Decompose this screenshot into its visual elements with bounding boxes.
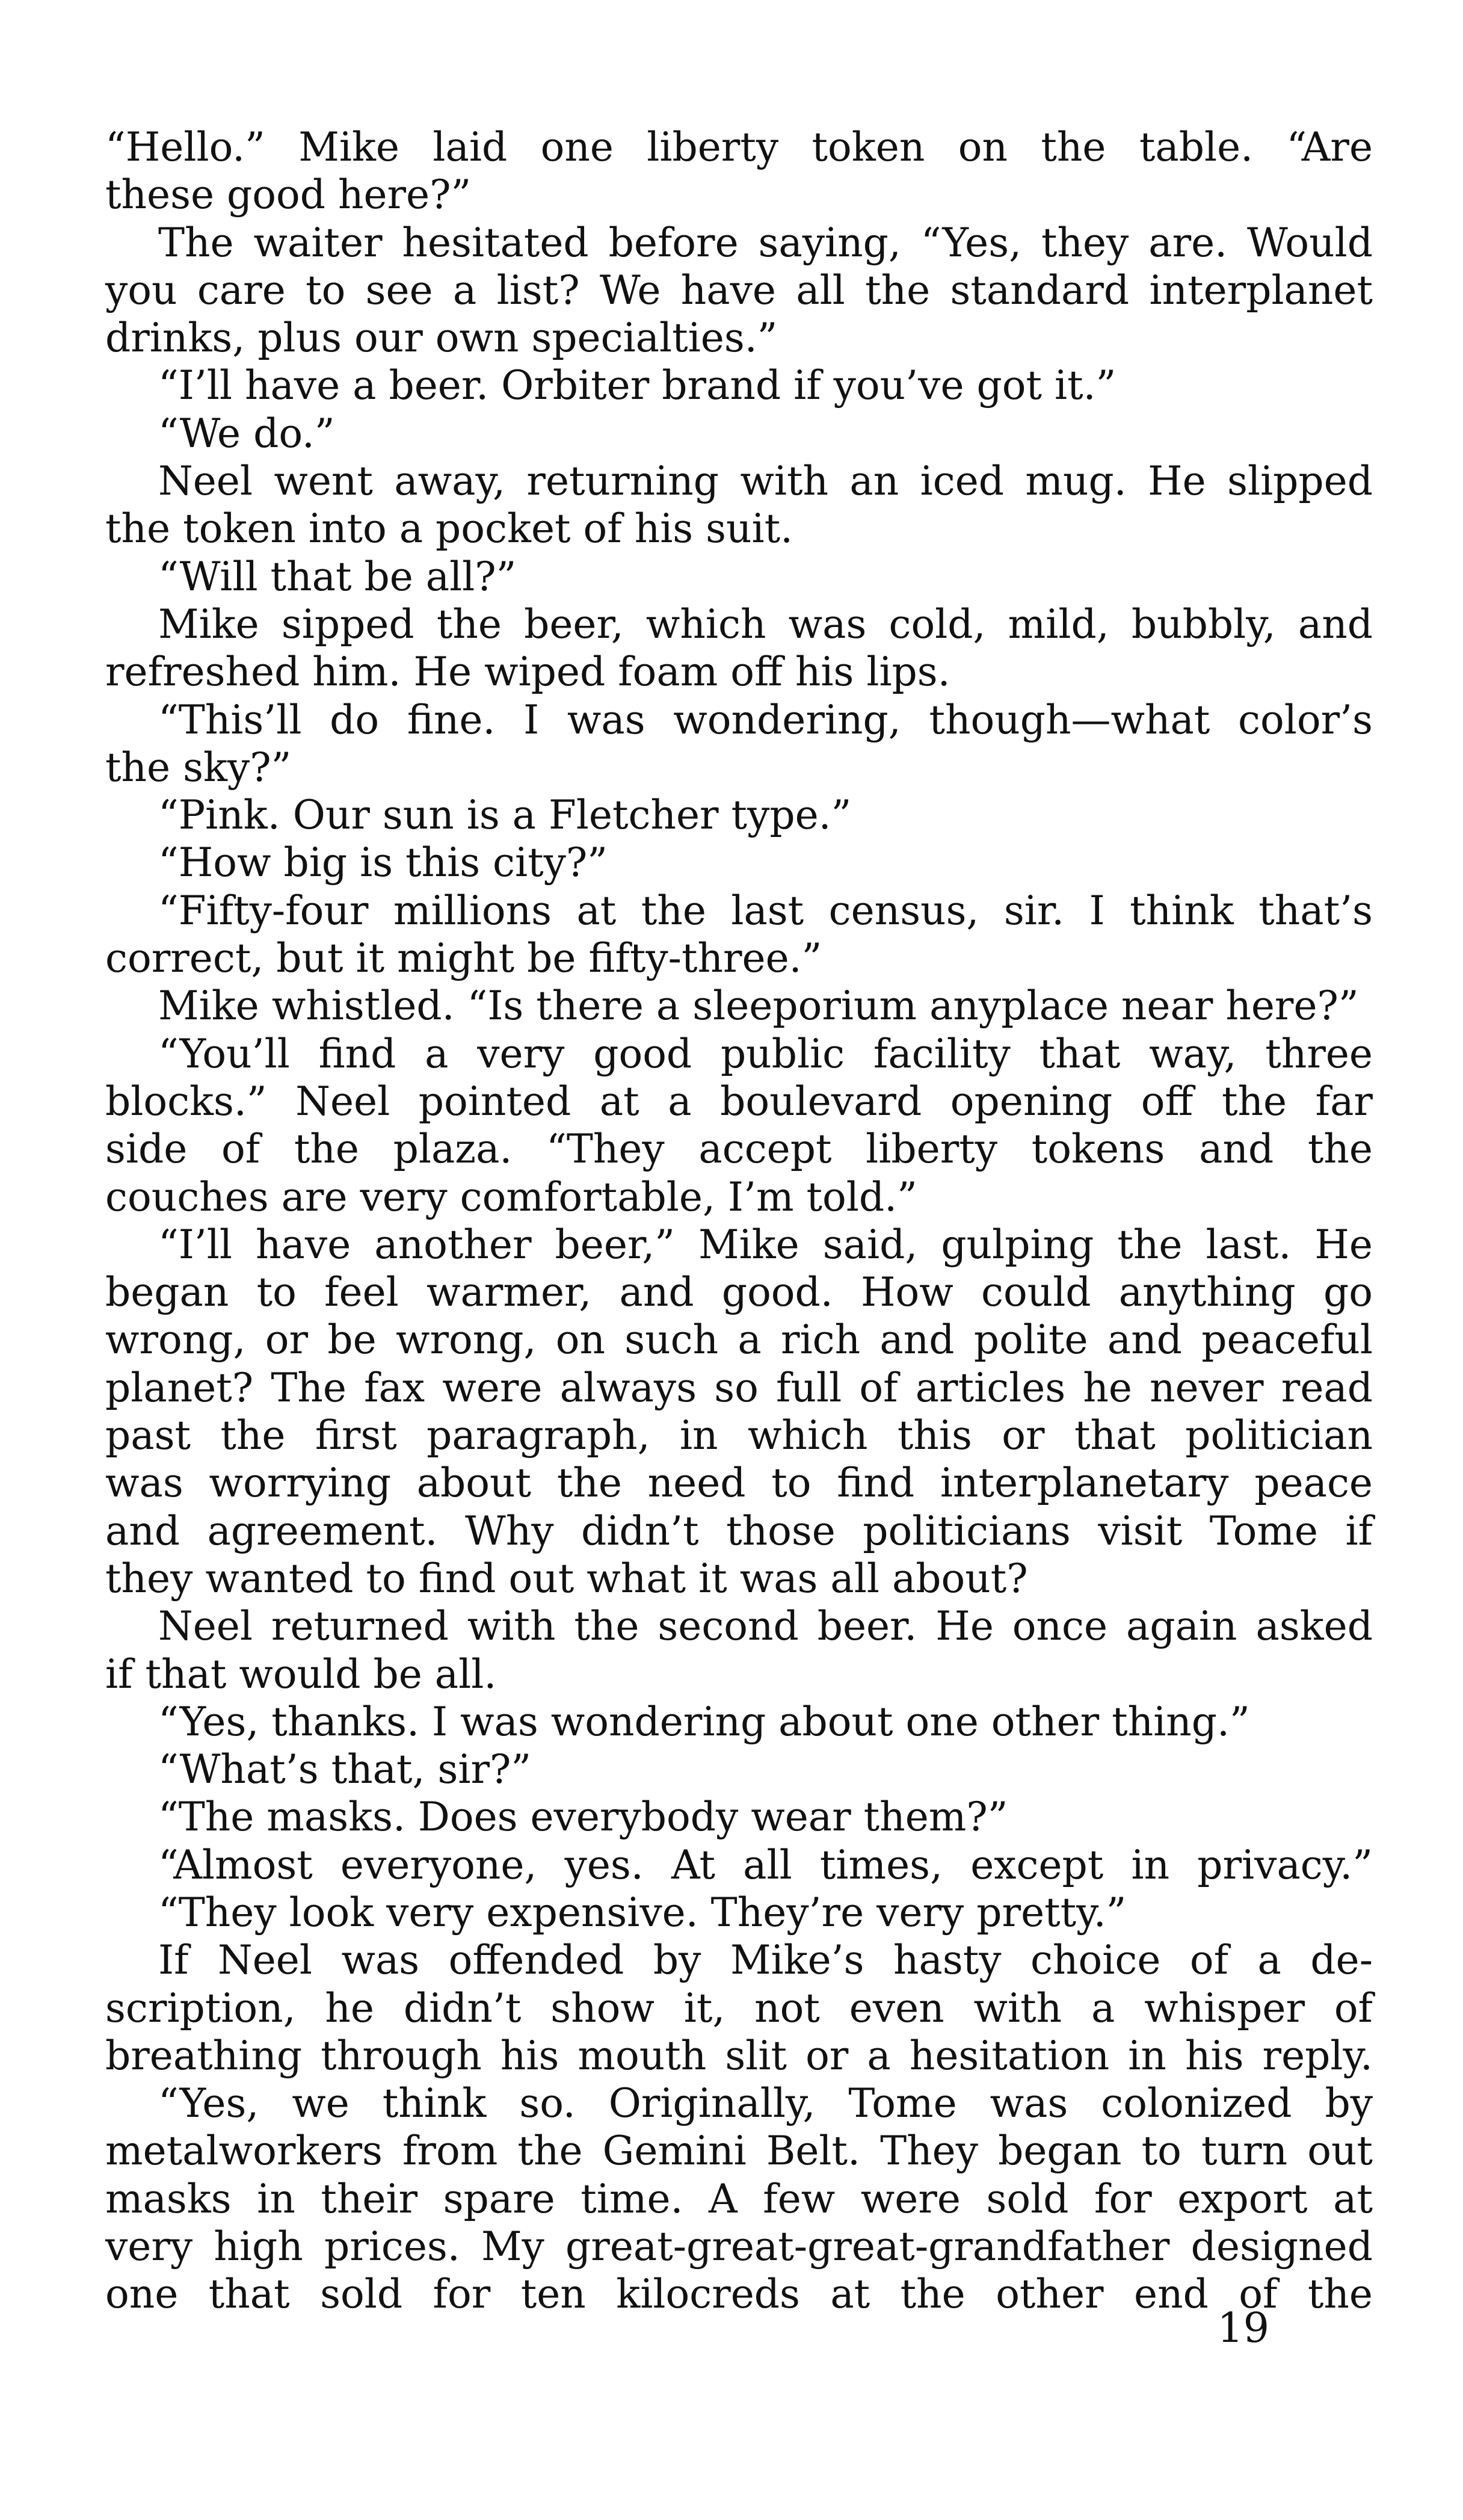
text-line: began to feel warmer, and good. How could anything go [105, 1269, 1373, 1316]
text-line: side of the plaza. “They accept liberty tokens and the [105, 1126, 1373, 1173]
text-line: Neel returned with the second beer. He once again asked [158, 1603, 1373, 1650]
text-line: planet? The fax were always so full of articles he never read [105, 1364, 1373, 1411]
text-line: Mike whistled. “Is there a sleeporium anyplace near here?” [158, 983, 1359, 1030]
text-line: “Yes, we think so. Originally, Tome was colonized by [158, 2080, 1373, 2127]
text-line: you care to see a list? We have all the standard interplanet [105, 267, 1373, 313]
text-line: The waiter hesitated before saying, “Yes, they are. Would [158, 219, 1373, 266]
text-line: “You’ll find a very good public facility that way, three [158, 1030, 1373, 1077]
text-line: they wanted to find out what it was all about? [105, 1555, 1028, 1602]
text-line: “Fifty-four millions at the last census, sir. I think that’s [158, 887, 1373, 934]
text-line: blocks.” Neel pointed at a boulevard opening off the far [105, 1078, 1373, 1125]
text-line: “Will that be all?” [158, 553, 517, 600]
text-line: If Neel was offended by Mike’s hasty choice of a de- [158, 1937, 1373, 1984]
text-line: Mike sipped the beer, which was cold, mild, bubbly, and [158, 601, 1373, 647]
text-line: was worrying about the need to find interplanetary peace [105, 1460, 1373, 1507]
text-line: masks in their spare time. A few were sold for export at [105, 2175, 1373, 2222]
text-line: one that sold for ten kilocreds at the other end of the [105, 2271, 1373, 2318]
text-line: couches are very comfortable, I’m told.” [105, 1173, 917, 1220]
text-line: wrong, or be wrong, on such a rich and polite and peaceful [105, 1317, 1373, 1363]
body-text [105, 123, 1373, 2318]
text-line: drinks, plus our own specialties.” [105, 315, 778, 362]
page-number: 19 [1217, 2305, 1269, 2352]
text-line: correct, but it might be fifty-three.” [105, 935, 822, 982]
text-line: “This’ll do fine. I was wondering, though—what color’s [158, 696, 1373, 743]
text-line: metalworkers from the Gemini Belt. They began to turn out [105, 2128, 1373, 2175]
text-line: “They look very expensive. They’re very pretty.” [158, 1889, 1127, 1936]
text-line: “I’ll have a beer. Orbiter brand if you’ve got it.” [158, 362, 1116, 409]
text-line: “The masks. Does everybody wear them?” [158, 1794, 1008, 1841]
text-line: “Hello.” Mike laid one liberty token on the table. “Are [105, 124, 1373, 170]
text-line: refreshed him. He wiped foam off his lips. [105, 649, 950, 696]
text-line: breathing through his mouth slit or a hesitation in his reply. [105, 2032, 1373, 2079]
text-line: the sky?” [105, 744, 292, 791]
text-line: “Yes, thanks. I was wondering about one other thing.” [158, 1698, 1250, 1745]
text-line: “How big is this city?” [158, 839, 608, 886]
text-line: these good here?” [105, 171, 472, 218]
text-line: if that would be all. [105, 1651, 497, 1697]
text-line: “What’s that, sir?” [158, 1746, 532, 1793]
text-line: “Pink. Our sun is a Fletcher type.” [158, 792, 852, 839]
text-line: and agreement. Why didn’t those politicians visit Tome if [105, 1507, 1373, 1554]
text-line: very high prices. My great-great-great-grandfather designed [105, 2223, 1373, 2270]
text-line: past the first paragraph, in which this or that politician [105, 1412, 1373, 1459]
text-line: the token into a pocket of his suit. [105, 505, 793, 552]
text-line: “We do.” [158, 410, 335, 457]
text-line: “I’ll have another beer,” Mike said, gulping the last. He [158, 1221, 1373, 1268]
text-line: scription, he didn’t show it, not even with a whisper of [105, 1984, 1373, 2031]
text-line: “Almost everyone, yes. At all times, except in privacy.” [158, 1841, 1373, 1888]
text-line: Neel went away, returning with an iced mug. He slipped [158, 458, 1373, 505]
